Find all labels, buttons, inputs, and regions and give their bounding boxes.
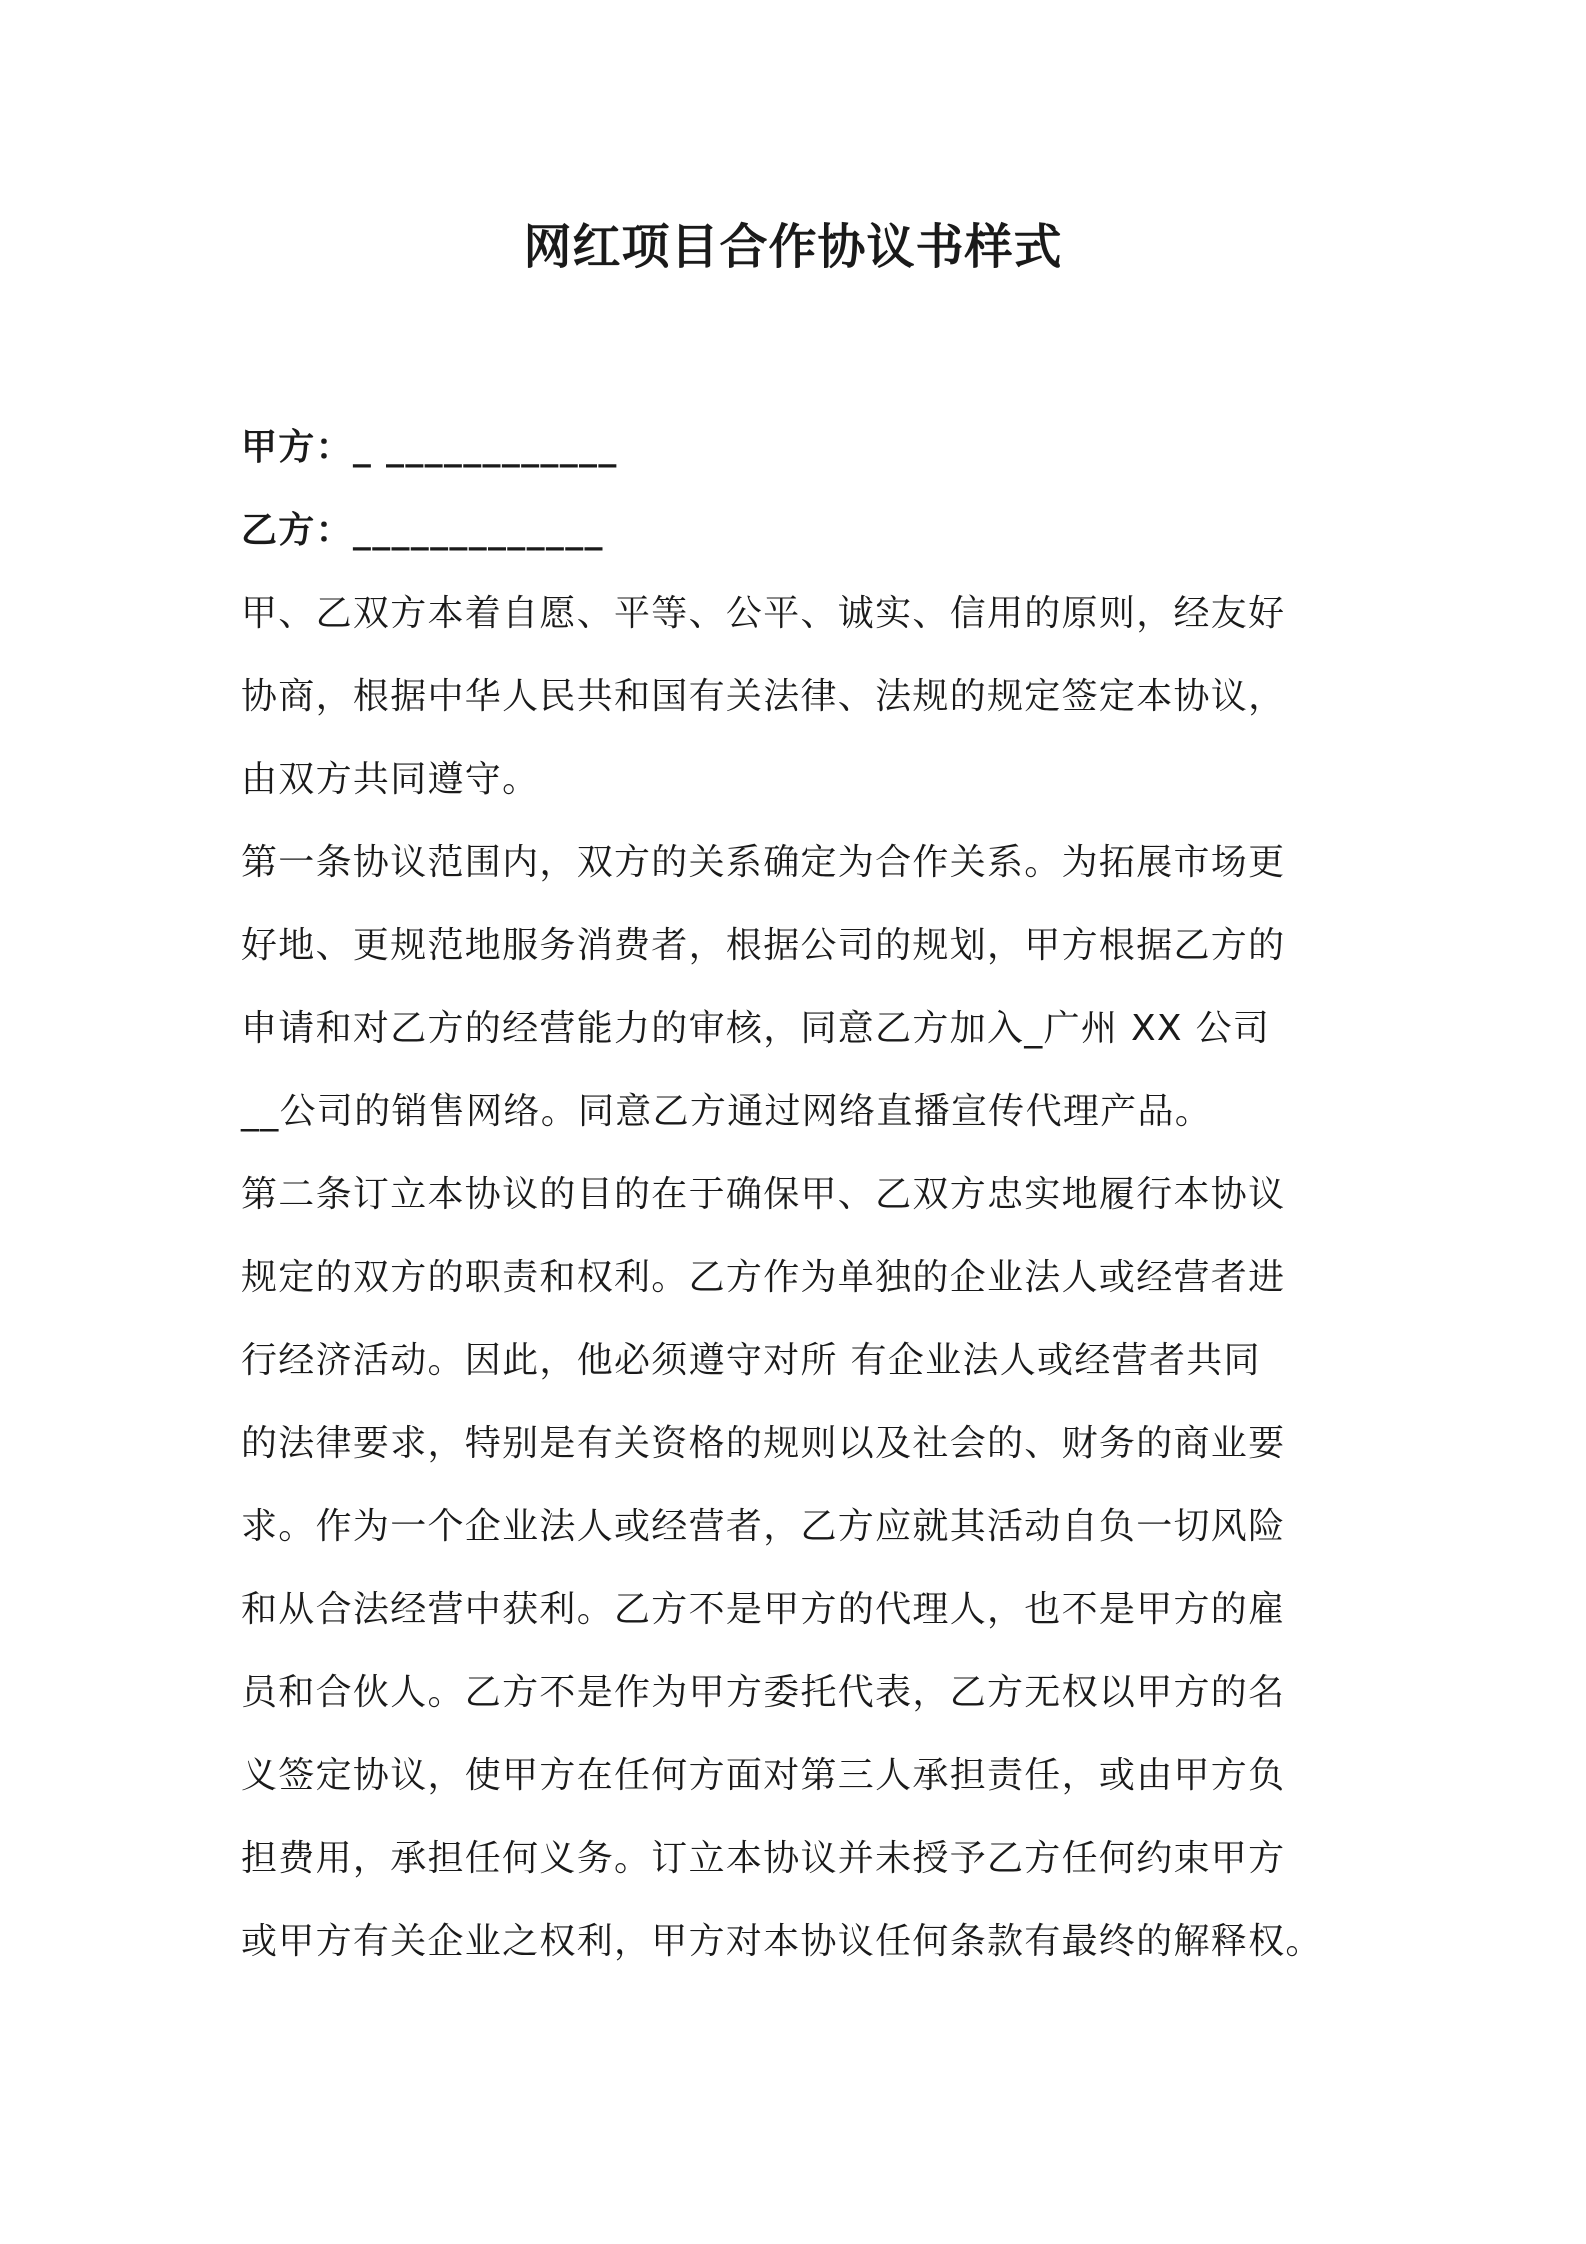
body-line: 甲、乙双方本着自愿、平等、公平、诚实、信用的原则，经友好 <box>241 593 1286 634</box>
body-line: 行经济活动。因此，他必须遵守对所 有企业法人或经营者共同 <box>241 1340 1261 1381</box>
body-line: 求。作为一个企业法人或经营者，乙方应就其活动自负一切风险 <box>241 1506 1286 1547</box>
body-line: __公司的销售网络。同意乙方通过网络直播宣传代理产品。 <box>241 1091 1213 1132</box>
body-line: 和从合法经营中获利。乙方不是甲方的代理人，也不是甲方的雇 <box>241 1589 1286 1630</box>
body-line: 第二条订立本协议的目的在于确保甲、乙双方忠实地履行本协议 <box>241 1174 1286 1215</box>
body-line: 申请和对乙方的经营能力的审核，同意乙方加入_广州 XX 公司 <box>241 1008 1271 1049</box>
body-line: 第一条协议范围内，双方的关系确定为合作关系。为拓展市场更 <box>241 842 1286 883</box>
body-line: 员和合伙人。乙方不是作为甲方委托代表，乙方无权以甲方的名 <box>241 1672 1286 1713</box>
body-line: 好地、更规范地服务消费者，根据公司的规划，甲方根据乙方的 <box>241 925 1286 966</box>
body-line: 协商，根据中华人民共和国有关法律、法规的规定签定本协议， <box>241 676 1286 717</box>
document-body <box>241 406 1361 1983</box>
body-line: 或甲方有关企业之权利，甲方对本协议任何条款有最终的解释权。 <box>241 1921 1323 1962</box>
body-line: 由双方共同遵守。 <box>241 759 540 800</box>
party-b-line: 乙方：_____________ <box>241 510 604 551</box>
body-line: 义签定协议，使甲方在任何方面对第三人承担责任，或由甲方负 <box>241 1755 1286 1796</box>
body-line: 担费用，承担任何义务。订立本协议并未授予乙方任何约束甲方 <box>241 1838 1286 1879</box>
party-a-line: 甲方：_ ____________ <box>241 427 618 468</box>
body-line: 规定的双方的职责和权利。乙方作为单独的企业法人或经营者进 <box>241 1257 1286 1298</box>
document-title: 网红项目合作协议书样式 <box>523 219 1063 275</box>
body-line: 的法律要求，特别是有关资格的规则以及社会的、财务的商业要 <box>241 1423 1286 1464</box>
